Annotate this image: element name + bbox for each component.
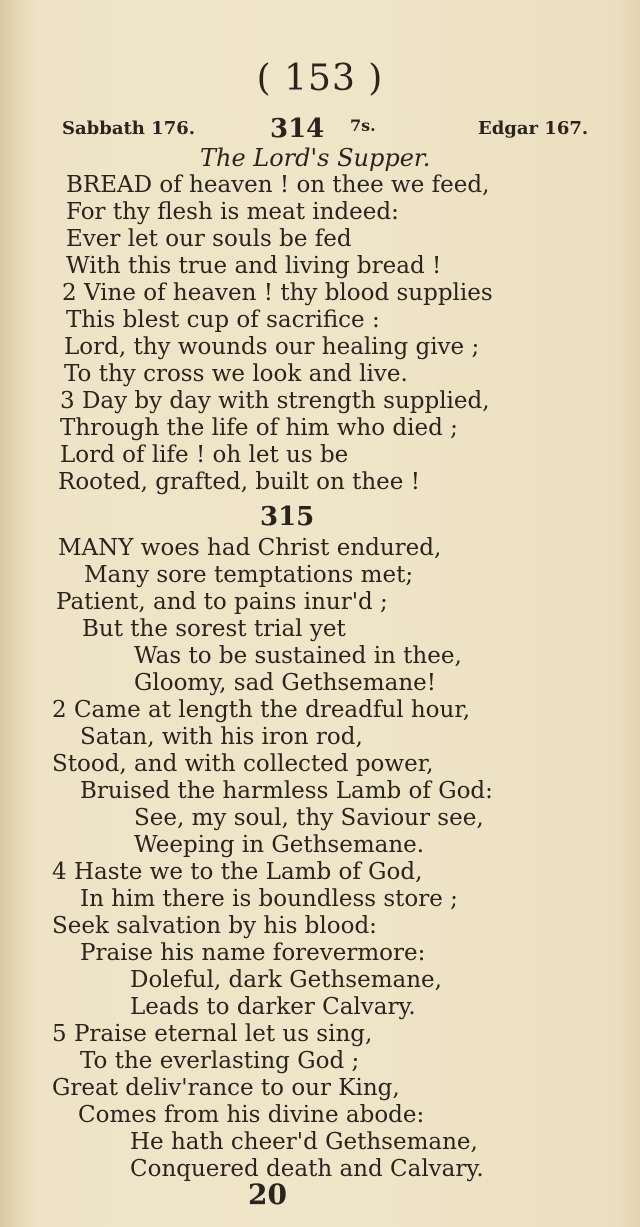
verse-line: Leads to darker Calvary.	[130, 994, 416, 1020]
verse-line: For thy flesh is meat indeed:	[66, 199, 399, 225]
tune-reference-right: Edgar 167.	[478, 118, 589, 139]
verse-line: Weeping in Gethsemane.	[134, 832, 425, 858]
verse-line: With this true and living bread !	[66, 253, 442, 279]
verse-line: See, my soul, thy Saviour see,	[134, 805, 484, 831]
verse-line: Seek salvation by his blood:	[52, 913, 377, 939]
verse-line: He hath cheer'd Gethsemane,	[130, 1129, 478, 1155]
hymn-number-315: 315	[260, 502, 315, 532]
verse-line: Rooted, grafted, built on thee !	[58, 469, 420, 495]
verse-line: Stood, and with collected power,	[52, 751, 434, 777]
page-number: ( 153 )	[256, 58, 384, 99]
verse-line: But the sorest trial yet	[82, 616, 346, 642]
tune-reference-left: Sabbath 176.	[62, 118, 196, 139]
verse-line: Many sore temptations met;	[84, 562, 414, 588]
verse-line: This blest cup of sacrifice :	[66, 307, 380, 333]
verse-line: Lord, thy wounds our healing give ;	[64, 334, 480, 360]
verse-line: Gloomy, sad Gethsemane!	[134, 670, 436, 696]
verse-line: Conquered death and Calvary.	[130, 1156, 484, 1182]
verse-line: 5 Praise eternal let us sing,	[52, 1021, 373, 1047]
verse-line: 3 Day by day with strength supplied,	[60, 388, 490, 414]
verse-line: To thy cross we look and live.	[64, 361, 408, 387]
verse-line: Comes from his divine abode:	[78, 1102, 425, 1128]
signature-mark: 20	[248, 1178, 287, 1211]
verse-line: Doleful, dark Gethsemane,	[130, 967, 442, 993]
verse-line: 2 Vine of heaven ! thy blood supplies	[62, 280, 493, 306]
verse-line: In him there is boundless store ;	[80, 886, 458, 912]
hymn-header	[0, 114, 640, 144]
meter: 7s.	[350, 116, 376, 135]
verse-line: Lord of life ! oh let us be	[60, 442, 349, 468]
hymn-title: The Lord's Supper.	[200, 144, 431, 172]
verse-line: To the everlasting God ;	[80, 1048, 360, 1074]
verse-line: Patient, and to pains inur'd ;	[56, 589, 388, 615]
verse-line: Ever let our souls be fed	[66, 226, 352, 252]
verse-line: 4 Haste we to the Lamb of God,	[52, 859, 423, 885]
verse-line: Satan, with his iron rod,	[80, 724, 363, 750]
verse-line: Praise his name forevermore:	[80, 940, 426, 966]
verse-line: Through the life of him who died ;	[60, 415, 458, 441]
verse-line: Was to be sustained in thee,	[134, 643, 462, 669]
hymn-number-314: 314	[270, 114, 325, 144]
verse-line: MANY woes had Christ endured,	[58, 535, 442, 561]
verse-line: BREAD of heaven ! on thee we feed,	[66, 172, 490, 198]
verse-line: Great deliv'rance to our King,	[52, 1075, 400, 1101]
verse-line: Bruised the harmless Lamb of God:	[80, 778, 493, 804]
verse-line: 2 Came at length the dreadful hour,	[52, 697, 471, 723]
